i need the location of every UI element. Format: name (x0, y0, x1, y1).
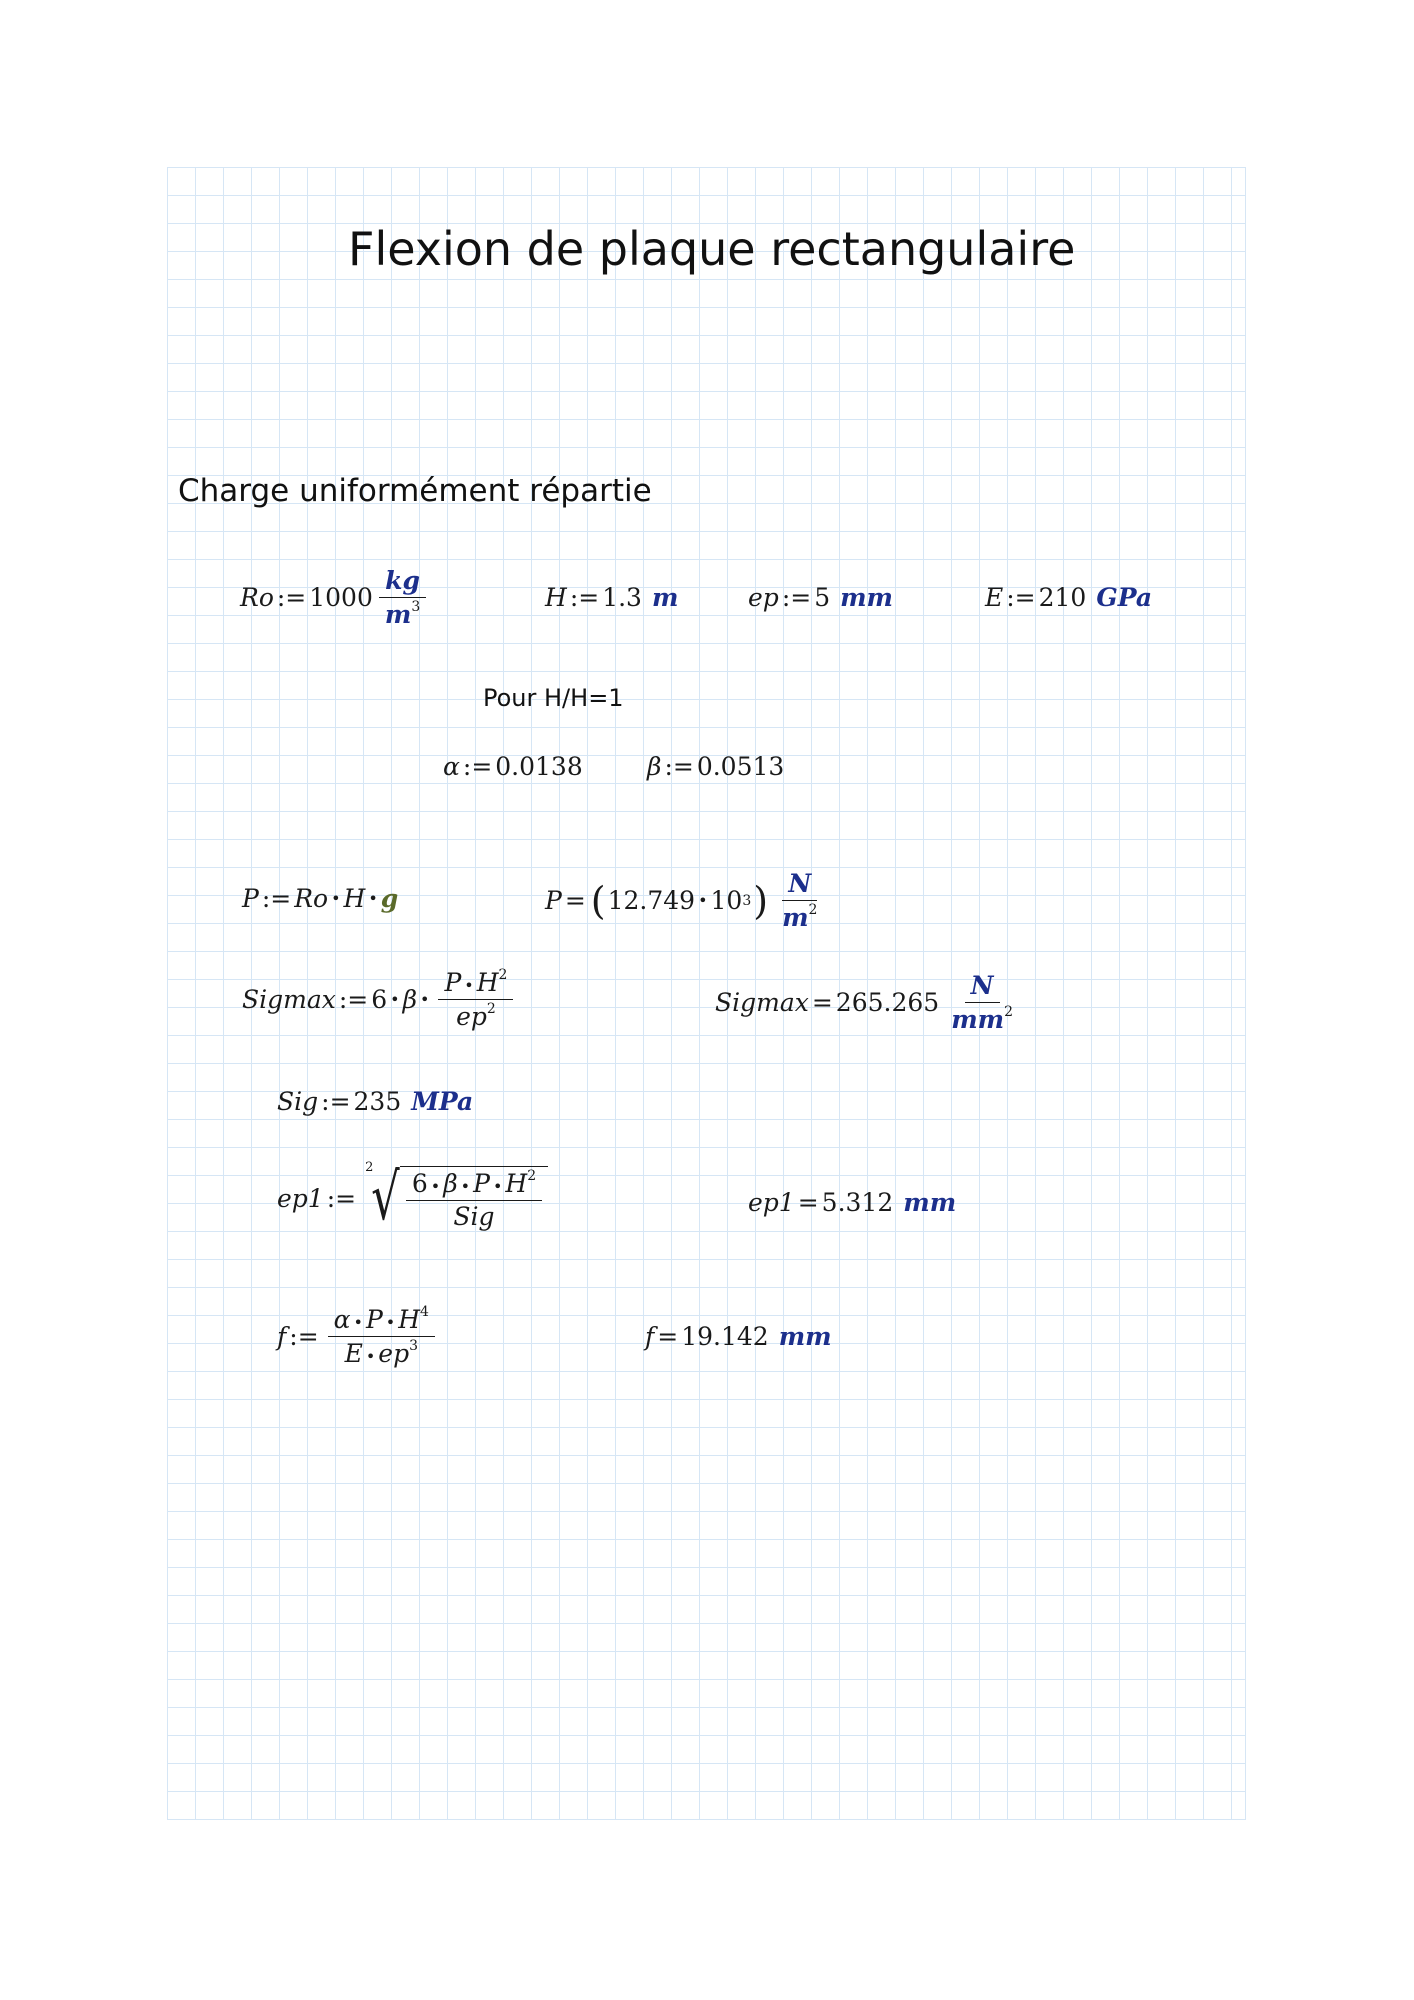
var-h: H (545, 583, 567, 612)
eq-f-definition: f := $\frac{\alpha • P • H^4}{E • ep^3}$ (277, 1305, 441, 1367)
eq-ep: ep := 5 mm (748, 583, 893, 612)
var-e: E (985, 583, 1004, 612)
var-beta: β (647, 752, 662, 781)
eq-f-result: f = 19.142 mm (645, 1322, 832, 1351)
eq-ep1-result: ep1 = 5.312 mm (748, 1188, 957, 1217)
var-ro: Ro (240, 583, 274, 612)
unit-ro: $\frac{kg}{m^3}$ (379, 567, 426, 628)
ratio-note: Pour H/H=1 (483, 684, 624, 712)
eq-h: H := 1.3 m (545, 583, 679, 612)
eq-sig: Sig := 235 MPa (277, 1087, 474, 1116)
unit-sig: MPa (411, 1087, 474, 1116)
square-root: 2 √ $\frac{6 • \beta • P • H^2}{\text{Sig}}$ (365, 1166, 548, 1230)
unit-h: m (651, 583, 679, 612)
eq-ep1-definition: ep1 := 2 √ $\frac{6 • \beta • P • H^2}{\text{Sig}}$ (277, 1166, 548, 1230)
value-sigmax: 265.265 (835, 988, 940, 1017)
eq-p-definition: P := Ro • H • g (242, 884, 399, 913)
unit-sigmax: $\frac{N}{mm^2}$ (951, 971, 1014, 1034)
value-p: 12.749 (607, 886, 696, 915)
value-sig: 235 (353, 1087, 402, 1116)
value-ep1: 5.312 (821, 1188, 894, 1217)
unit-f: mm (778, 1322, 832, 1351)
eq-ro: Ro := 1000 $\frac{kg}{m^3}$ (240, 567, 432, 628)
page-title: Flexion de plaque rectangulaire (348, 222, 1076, 276)
value-f: 19.142 (681, 1322, 769, 1351)
var-ep: ep (748, 583, 779, 612)
unit-ep: mm (840, 583, 893, 612)
unit-e: GPa (1096, 583, 1153, 612)
value-beta: 0.0513 (696, 752, 785, 781)
eq-e: E := 210 GPa (985, 583, 1153, 612)
unit-ep1: mm (903, 1188, 957, 1217)
value-ep: 5 (814, 583, 831, 612)
value-ro: 1000 (309, 583, 373, 612)
eq-sigmax-result: Sigmax = 265.265 $\frac{N}{mm^2}$ (715, 972, 1025, 1033)
eq-p-result: P = ( 12.749 • 10 3 ) $\frac{N}{m^2}$ (545, 870, 829, 931)
value-h: 1.3 (602, 583, 642, 612)
eq-beta: β := 0.0513 (647, 752, 785, 781)
gravity-constant: g (380, 884, 399, 913)
var-sig: Sig (277, 1087, 319, 1116)
eq-sigmax-definition: Sigmax := 6 • β • $\frac{P • H^2}{ep^2}$ (242, 968, 519, 1030)
var-alpha: α (443, 752, 460, 781)
eq-alpha: α := 0.0138 (443, 752, 583, 781)
value-e: 210 (1038, 583, 1087, 612)
unit-p: $\frac{N}{m^2}$ (782, 869, 818, 932)
value-alpha: 0.0138 (495, 752, 583, 781)
section-heading: Charge uniformément répartie (178, 473, 652, 509)
